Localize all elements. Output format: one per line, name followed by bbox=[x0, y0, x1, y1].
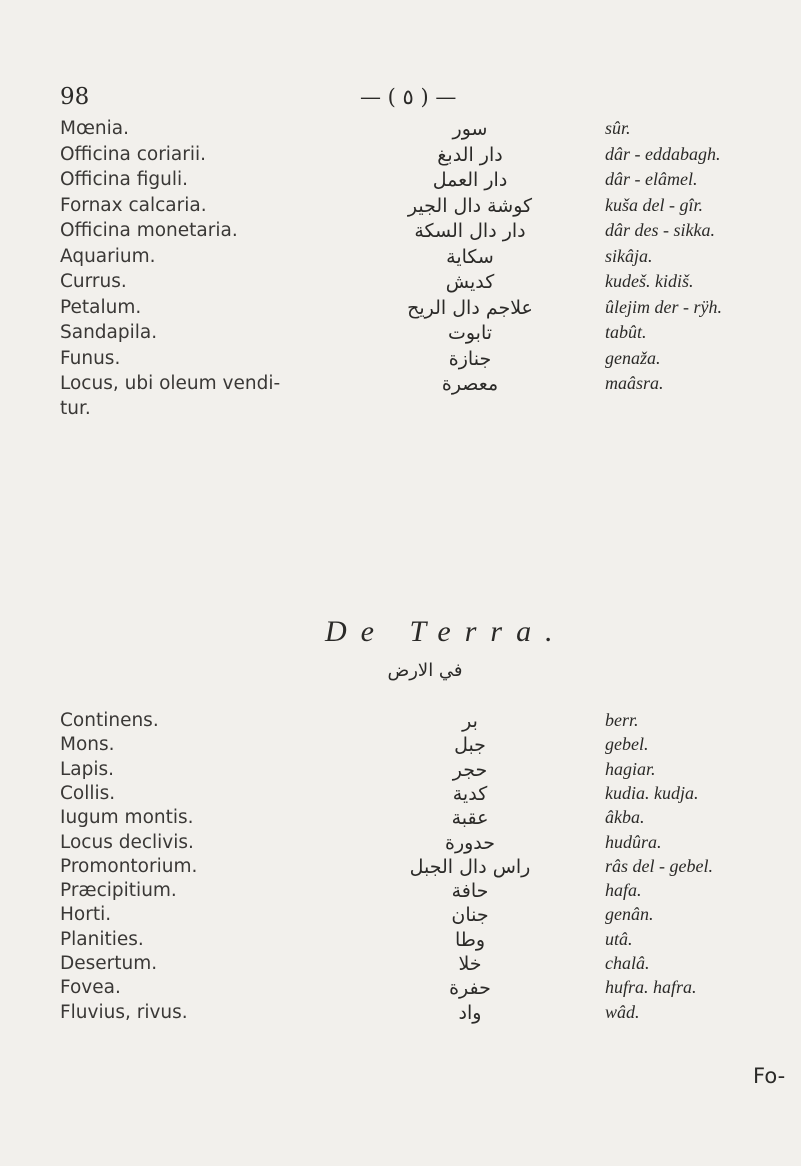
vocab-row bbox=[0, 348, 801, 376]
latin-term: Currus. bbox=[60, 271, 127, 292]
latin-term: Desertum. bbox=[60, 953, 158, 974]
vocab-row bbox=[0, 169, 801, 197]
latin-term: Mœnia. bbox=[60, 118, 129, 139]
arabic-term: دار الدبغ bbox=[437, 143, 503, 166]
transliteration: wâd. bbox=[605, 1001, 640, 1022]
latin-term: Officina coriarii. bbox=[60, 143, 207, 165]
arabic-term: كديش bbox=[445, 271, 495, 293]
transliteration: genân. bbox=[605, 904, 654, 925]
transliteration: gebel. bbox=[605, 734, 649, 755]
latin-term: Petalum. bbox=[60, 296, 142, 318]
wrapped-line: tur. bbox=[60, 398, 91, 419]
transliteration: ûlejim der - rÿh. bbox=[605, 296, 722, 317]
arabic-term: كوشة دال الجير bbox=[407, 194, 533, 217]
latin-term: Iugum montis. bbox=[60, 807, 194, 829]
transliteration: berr. bbox=[605, 710, 639, 730]
arabic-term: علاجم دال الريح bbox=[407, 296, 533, 319]
latin-term: Locus declivis. bbox=[60, 831, 194, 853]
arabic-term: خلا bbox=[458, 953, 482, 975]
latin-term: Fovea. bbox=[60, 977, 121, 999]
vocab-row bbox=[0, 220, 801, 248]
page-number: 98 bbox=[60, 84, 90, 110]
latin-term: Officina monetaria. bbox=[60, 220, 238, 241]
transliteration: dâr des - sikka. bbox=[605, 220, 715, 240]
arabic-term: حافة bbox=[451, 880, 489, 903]
arabic-term: واد bbox=[458, 1001, 482, 1024]
arabic-term: سور bbox=[452, 118, 488, 140]
transliteration: hafa. bbox=[605, 880, 642, 901]
latin-term: Planities. bbox=[60, 928, 144, 950]
latin-term: Continens. bbox=[60, 710, 159, 731]
vocab-row bbox=[0, 246, 801, 274]
vocab-row bbox=[0, 144, 801, 172]
latin-term: Promontorium. bbox=[60, 855, 198, 877]
latin-term: Lapis. bbox=[60, 758, 115, 780]
transliteration: râs del - gebel. bbox=[605, 855, 713, 876]
vocab-row bbox=[0, 1002, 801, 1030]
vocab-row bbox=[0, 118, 801, 146]
arabic-term: معصرة bbox=[441, 373, 499, 395]
transliteration: tabût. bbox=[605, 322, 647, 342]
transliteration: utâ. bbox=[605, 928, 633, 949]
arabic-term: حفرة bbox=[449, 977, 491, 1000]
transliteration: sikâja. bbox=[605, 245, 653, 266]
arabic-term: دار دال السكة bbox=[414, 220, 526, 242]
transliteration: sûr. bbox=[605, 118, 631, 138]
latin-term: Funus. bbox=[60, 347, 121, 369]
arabic-term: جبل bbox=[454, 734, 486, 757]
latin-term: Officina figuli. bbox=[60, 169, 188, 190]
latin-term: Mons. bbox=[60, 734, 115, 756]
transliteration: hudûra. bbox=[605, 831, 662, 852]
transliteration: dâr - eddabagh. bbox=[605, 143, 721, 164]
arabic-term: تابوت bbox=[447, 322, 493, 344]
latin-term: Præcipitium. bbox=[60, 880, 177, 902]
arabic-term: حجر bbox=[452, 758, 488, 781]
arabic-term: جنان bbox=[451, 904, 489, 927]
transliteration: genaža. bbox=[605, 347, 661, 368]
catchword: Fo- bbox=[753, 1064, 786, 1088]
transliteration: dâr - elâmel. bbox=[605, 169, 698, 189]
latin-term: Fluvius, rivus. bbox=[60, 1001, 188, 1023]
transliteration: kuša del - gîr. bbox=[605, 194, 703, 215]
transliteration: kudia. kudja. bbox=[605, 782, 699, 803]
arabic-term: دار العمل bbox=[432, 169, 508, 191]
latin-term: Horti. bbox=[60, 904, 112, 926]
latin-term: Collis. bbox=[60, 782, 116, 804]
arabic-term: وطا bbox=[454, 928, 486, 951]
transliteration: âkba. bbox=[605, 807, 645, 828]
section-title-arabic: في الارض bbox=[387, 660, 463, 681]
vocab-row bbox=[0, 373, 801, 401]
vocab-row bbox=[0, 195, 801, 223]
arabic-term: عقبة bbox=[451, 807, 489, 830]
transliteration: chalâ. bbox=[605, 953, 650, 973]
vocab-row bbox=[0, 322, 801, 350]
latin-term: Locus, ubi oleum vendi- bbox=[60, 373, 281, 394]
transliteration: maâsra. bbox=[605, 373, 664, 393]
arabic-term: راس دال الجبل bbox=[409, 855, 531, 878]
arabic-term: بر bbox=[462, 710, 478, 732]
arabic-term: سكاية bbox=[446, 245, 494, 268]
latin-term: Aquarium. bbox=[60, 245, 156, 267]
arabic-term: حدورة bbox=[444, 831, 496, 854]
section-title: De Terra. bbox=[325, 615, 567, 648]
running-header: — ( ٥ ) — bbox=[360, 85, 457, 109]
transliteration: hufra. hafra. bbox=[605, 977, 697, 998]
latin-term: Sandapila. bbox=[60, 322, 158, 343]
vocab-row bbox=[0, 271, 801, 299]
transliteration: kudeš. kidiš. bbox=[605, 271, 694, 291]
latin-term: Fornax calcaria. bbox=[60, 194, 207, 216]
arabic-term: جنازة bbox=[448, 347, 492, 370]
vocab-row bbox=[0, 297, 801, 325]
transliteration: hagiar. bbox=[605, 758, 656, 779]
arabic-term: كدية bbox=[452, 782, 488, 805]
